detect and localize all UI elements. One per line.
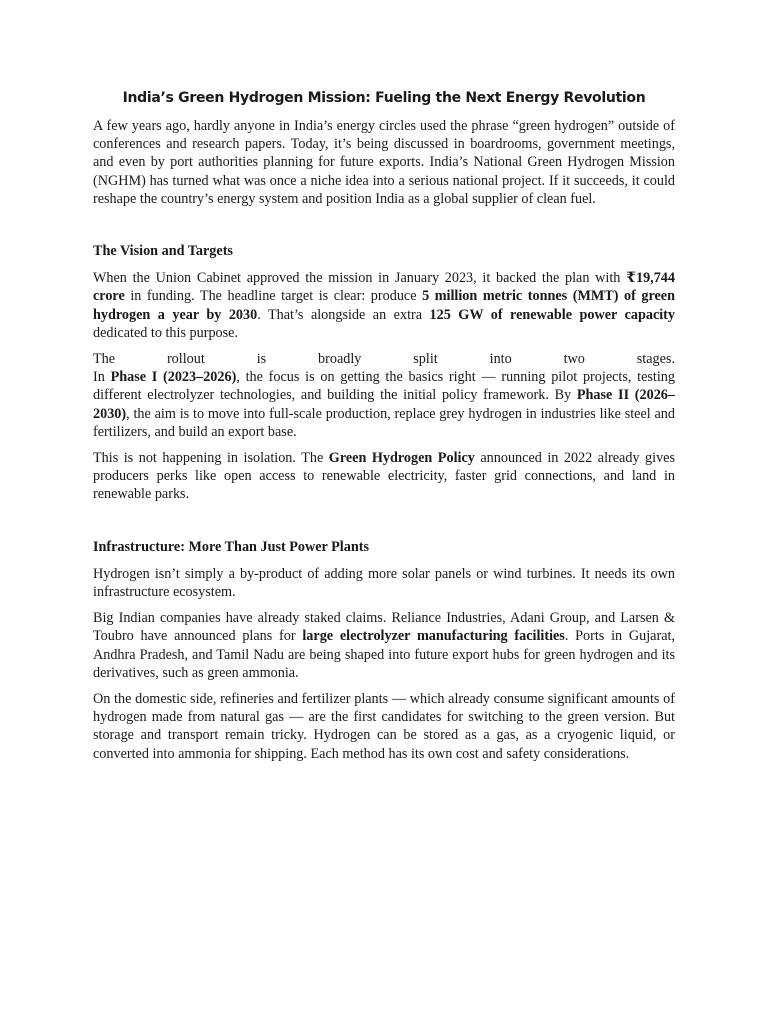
text-span: When the Union Cabinet approved the mission in January 2023, it backed the plan with [93, 270, 627, 287]
bold-funding-amount: ₹19,744 crore [93, 270, 675, 305]
text-span: , the focus is on getting the basics right — running pilot projects, testing different electrolyzer technologies, and building the initial policy framework. By [93, 369, 675, 404]
text-span: In [93, 369, 111, 386]
text-span: . Ports in Gujarat, Andhra Pradesh, and Tamil Nadu are being shaped into future export hubs for green hydrogen and its derivatives, such as green ammonia. [93, 628, 675, 681]
document-page [93, 88, 675, 771]
bold-phase-one: Phase I (2023–2026) [110, 369, 237, 386]
bold-electrolyzer-facilities: large electrolyzer manufacturing facilities [302, 628, 565, 645]
word: stages. [636, 351, 675, 368]
bold-production-target: 5 million metric tonnes (MMT) of green hydrogen a year by 2030 [93, 288, 675, 323]
bold-phase-two: Phase II (2026–2030) [93, 387, 675, 422]
intro-paragraph: A few years ago, hardly anyone in India’s energy circles used the phrase “green hydrogen” outside of conferences and research papers. Today, it’s being discussed in boardrooms, government meetings, and even by port authorities planning for future exports. India’s National Green Hydrogen Mission (NGHM) has turned what was once a niche idea into a serious national project. If it succeeds, it could reshape the country’s energy system and position India as a global supplier of clean fuel. [93, 118, 675, 207]
text-span: in funding. The headline target is clear: produce [124, 288, 423, 305]
text-span: announced in 2022 already gives producers perks like open access to renewable electricity, faster grid connections, and land in renewable parks. [93, 450, 675, 503]
text-span: This is not happening in isolation. The [93, 450, 329, 467]
vision-paragraph-phases [93, 350, 675, 441]
section-heading-vision: The Vision and Targets [93, 243, 233, 260]
text-span: dedicated to this purpose. [93, 324, 238, 341]
text-span: , the aim is to move into full-scale production, replace grey hydrogen in industries like steel and fertilizers, and build an export base. [93, 405, 675, 440]
document-title: India’s Green Hydrogen Mission: Fueling the Next Energy Revolution [122, 90, 646, 106]
word: into [489, 351, 512, 368]
bold-policy-name: Green Hydrogen Policy [328, 450, 475, 467]
word: split [413, 351, 438, 368]
vision-paragraph-policy [93, 449, 675, 504]
word: is [256, 351, 267, 368]
infrastructure-paragraph-companies [93, 609, 675, 682]
text-span: . That’s alongside an extra [257, 306, 430, 323]
rollout-line [93, 350, 675, 368]
word: The [93, 351, 116, 368]
bold-renewable-capacity: 125 GW of renewable power capacity [429, 306, 675, 323]
vision-paragraph-funding [93, 269, 675, 342]
word: two [563, 351, 585, 368]
word: broadly [318, 351, 362, 368]
text-span: Big Indian companies have already staked claims. Reliance Industries, Adani Group, and Larsen & Toubro have announced plans for [93, 610, 675, 645]
section-heading-infrastructure: Infrastructure: More Than Just Power Plants [93, 538, 369, 555]
infrastructure-paragraph-domestic: On the domestic side, refineries and fertilizer plants — which already consume significant amounts of hydrogen made from natural gas — are the first candidates for switching to the green version. But storage and transport remain tricky. Hydrogen can be stored as a gas, as a cryogenic liquid, or converted into ammonia for shipping. Each method has its own cost and safety considerations. [93, 691, 675, 762]
word: rollout [166, 351, 205, 368]
infrastructure-paragraph-ecosystem: Hydrogen isn’t simply a by-product of adding more solar panels or wind turbines. It needs its own infrastructure ecosystem. [93, 565, 675, 601]
